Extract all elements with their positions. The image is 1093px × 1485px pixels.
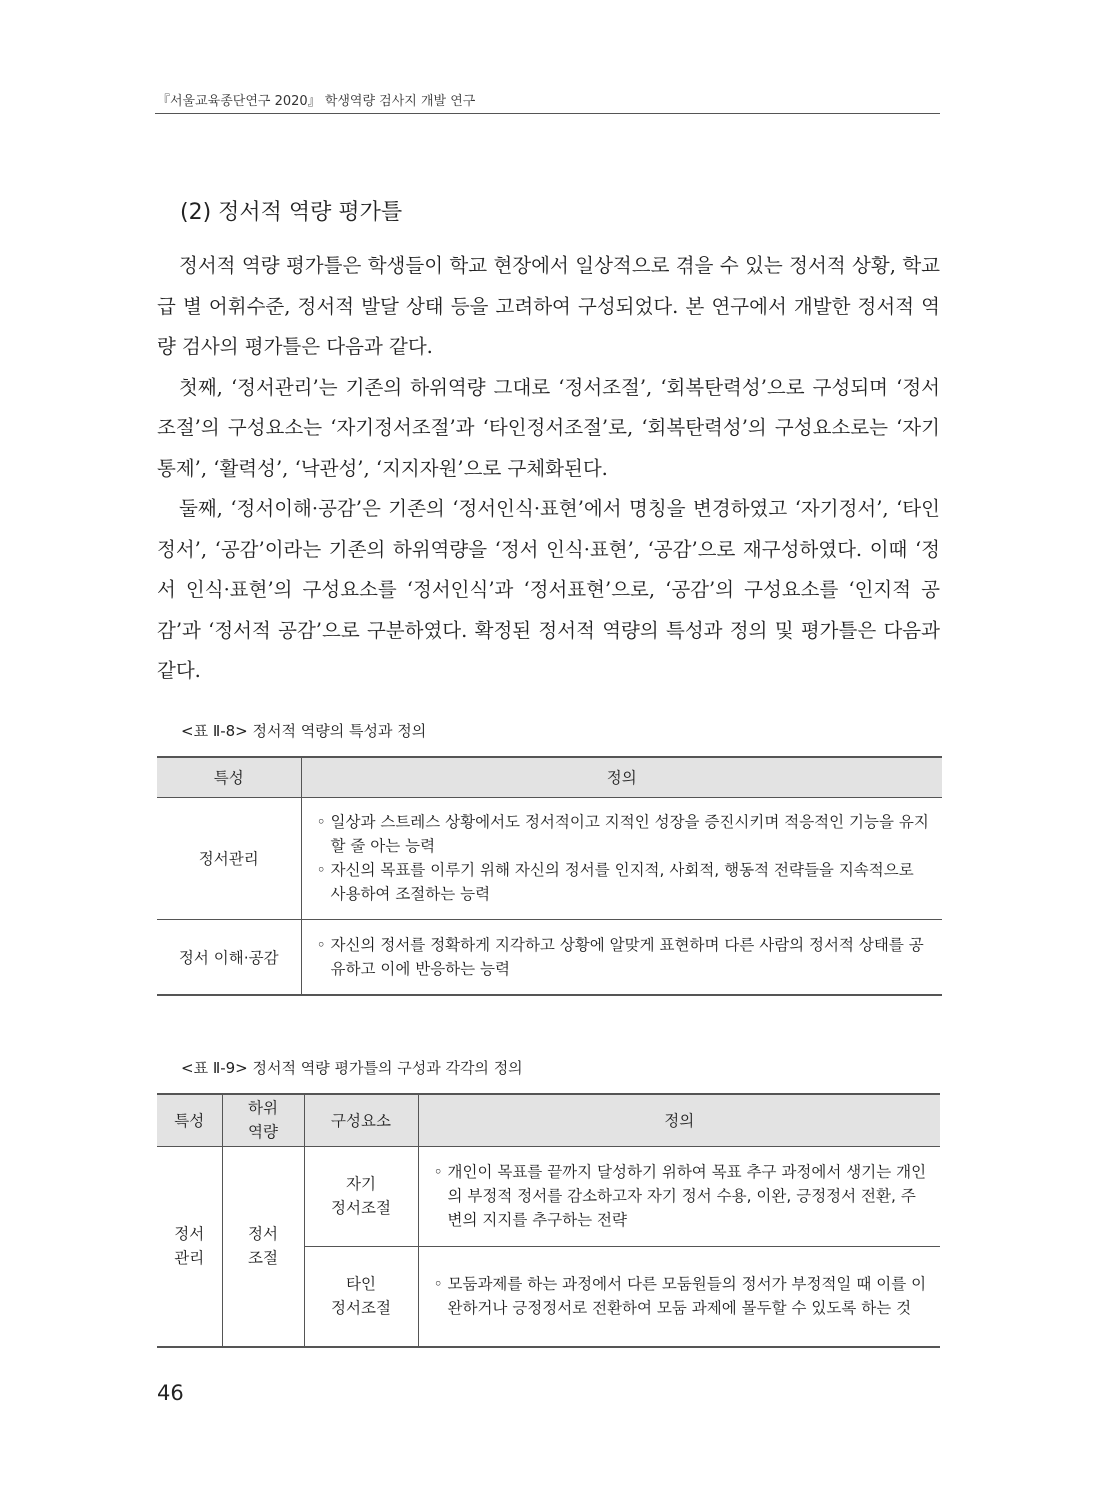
table9-subcompetency-cell: 정서 조절 xyxy=(222,1146,304,1347)
table9-header-definition: 정의 xyxy=(418,1094,940,1146)
table9-caption: <표 Ⅱ-9> 정서적 역량 평가틀의 구성과 각각의 정의 xyxy=(181,1059,523,1077)
table8-header-trait: 특성 xyxy=(157,757,301,797)
body-text xyxy=(157,246,940,692)
table8-definition-cell xyxy=(301,919,942,995)
definition-item: ◦ 개인이 목표를 끝까지 달성하기 위하여 목표 추구 과정에서 생기는 개인의 부정적 정서를 감소하고자 자기 정서 수용, 이완, 긍정정서 전환, 주변의 지지를 추구하는 전략 xyxy=(434,1160,928,1232)
table-row xyxy=(157,919,942,995)
definition-item: ◦ 자신의 정서를 정확하게 지각하고 상황에 알맞게 표현하며 다른 사람의 정서적 상태를 공유하고 이에 반응하는 능력 xyxy=(317,933,930,981)
table9-component-cell: 타인 정서조절 xyxy=(304,1246,418,1347)
section-title: (2) 정서적 역량 평가틀 xyxy=(180,200,403,225)
paragraph: 둘째, ‘정서이해·공감’은 기존의 ‘정서인식·표현’에서 명칭을 변경하였고 ‘자기정서’, ‘타인정서’, ‘공감’이라는 기존의 하위역량을 ‘정서 인식·표현’, ‘공감’으로 재구성하였다. 이때 ‘정서 인식·표현’의 구성요소를 ‘정서인식’과 ‘정서표현’으로, ‘공감’의 구성요소를 ‘인지적 공감’과 ‘정서적 공감’으로 구분하였다. 확정된 정서적 역량의 특성과 정의 및 평가틀은 다음과 같다. xyxy=(157,497,940,682)
table9-definition-cell xyxy=(418,1146,940,1246)
table9-trait-cell: 정서 관리 xyxy=(157,1146,222,1347)
definition-item: ◦ 일상과 스트레스 상황에서도 정서적이고 지적인 성장을 증진시키며 적응적인 기능을 유지할 줄 아는 능력 xyxy=(317,810,930,858)
table8 xyxy=(157,756,942,996)
running-header: 『서울교육종단연구 2020』 학생역량 검사지 개발 연구 xyxy=(157,94,476,109)
table-row xyxy=(157,797,942,919)
table9 xyxy=(157,1093,940,1348)
table-row xyxy=(157,1146,940,1246)
header-rule xyxy=(155,113,940,114)
definition-item: ◦ 모둠과제를 하는 과정에서 다른 모둠원들의 정서가 부정적일 때 이를 이완하거나 긍정정서로 전환하여 모둠 과제에 몰두할 수 있도록 하는 것 xyxy=(434,1272,928,1320)
table8-caption: <표 Ⅱ-8> 정서적 역량의 특성과 정의 xyxy=(181,722,427,740)
paragraph: 정서적 역량 평가틀은 학생들이 학교 현장에서 일상적으로 겪을 수 있는 정서적 상황, 학교급 별 어휘수준, 정서적 발달 상태 등을 고려하여 구성되었다. 본 연구에서 개발한 정서적 역량 검사의 평가틀은 다음과 같다. xyxy=(157,254,940,358)
table9-component-cell: 자기 정서조절 xyxy=(304,1146,418,1246)
definition-item: ◦ 자신의 목표를 이루기 위해 자신의 정서를 인지적, 사회적, 행동적 전략들을 지속적으로 사용하여 조절하는 능력 xyxy=(317,858,930,906)
table9-header-trait: 특성 xyxy=(157,1094,222,1146)
table9-definition-cell xyxy=(418,1246,940,1347)
table9-header-component: 구성요소 xyxy=(304,1094,418,1146)
paragraph: 첫째, ‘정서관리’는 기존의 하위역량 그대로 ‘정서조절’, ‘회복탄력성’으로 구성되며 ‘정서조절’의 구성요소는 ‘자기정서조절’과 ‘타인정서조절’로, ‘회복탄력성’의 구성요소로는 ‘자기통제’, ‘활력성’, ‘낙관성’, ‘지지자원’으로 구체화된다. xyxy=(157,375,940,480)
table8-definition-cell xyxy=(301,797,942,919)
table8-trait-cell: 정서관리 xyxy=(157,797,301,919)
table8-header-definition: 정의 xyxy=(301,757,942,797)
table8-trait-cell: 정서 이해·공감 xyxy=(157,919,301,995)
page-number: 46 xyxy=(157,1381,184,1405)
table9-header-subcompetency: 하위 역량 xyxy=(222,1094,304,1146)
